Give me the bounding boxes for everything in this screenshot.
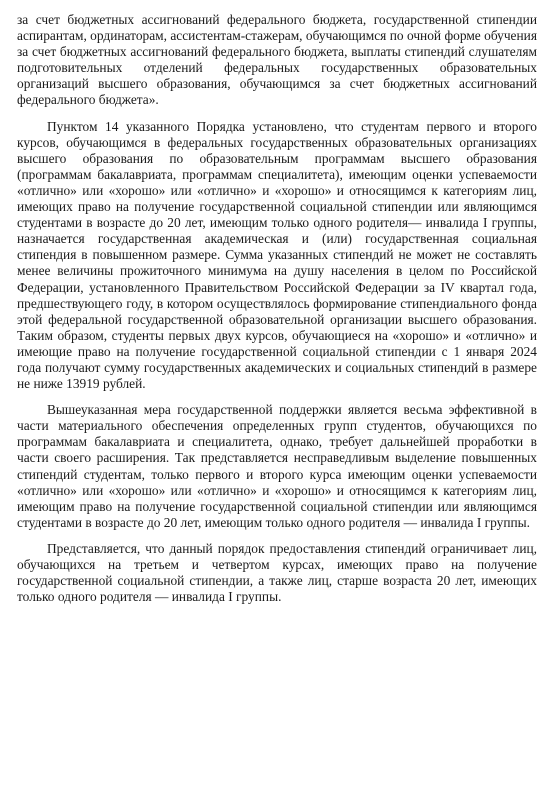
paragraph-3: Вышеуказанная мера государственной поддержки является весьма эффективной в части материального обеспечения определенных групп студентов, обучающихся по программам бакалавриата и специалитета, однако, требует дальнейшей проработки в части своего расширения. Так представляется несправедливым выделение повышенных стипендий студентам, только первого и второго курса имеющим оценки успеваемости «отлично» или «хорошо» или «отлично» и «хорошо» и относящимся к категориям лиц, имеющим право на получение государственной социальной стипендии или являющимся студентами в возрасте до 20 лет, имеющим только одного родителя — инвалида I группы. (17, 402, 537, 530)
paragraph-4: Представляется, что данный порядок предоставления стипендий ограничивает лиц, обучающихся на третьем и четвертом курсах, имеющих право на получение государственной социальной стипендии, а также лиц, старше возраста 20 лет, имеющих только одного родителя — инвалида I группы. (17, 540, 537, 605)
paragraph-1: за счет бюджетных ассигнований федерального бюджета, государственной стипендии аспирантам, ординаторам, ассистентам-стажерам, обучающимся по очной форме обучения за счет бюджетных ассигнований федерального бюджета, выплаты стипендий слушателям подготовительных отделений федеральных государственных образовательных организаций высшего образования, обучающимся за счет бюджетных ассигнований федерального бюджета». (17, 12, 537, 108)
paragraph-2: Пунктом 14 указанного Порядка установлено, что студентам первого и второго курсов, обучающимся в федеральных государственных образовательных организациях высшего образования по образовательным программам высшего образования (программам бакалавриата, программам специалитета), имеющим оценки успеваемости «отлично» или «хорошо» или «отлично» и «хорошо» и относящимся к категориям лиц, имеющих право на получение государственной социальной стипендии или являющимся студентами в возрасте до 20 лет, имеющим только одного родителя— инвалида I группы, назначается государственная академическая и (или) государственная социальная стипендия в повышенном размере. Сумма указанных стипендий не может не составлять менее величины прожиточного минимума на душу населения в целом по Российской Федерации, установленного Правительством Российской Федерации за IV квартал года, предшествующего году, в котором осуществлялось формирование стипендиального фонда этой федеральной государственной образовательной организации высшего образования. Таким образом, студенты первых двух курсов, обучающиеся на «хорошо» и «отлично» и имеющие право на получение государственной социальной стипендии с 1 января 2024 года получают сумму государственных академических и социальных стипендий в размере не ниже 13919 рублей. (17, 118, 537, 392)
